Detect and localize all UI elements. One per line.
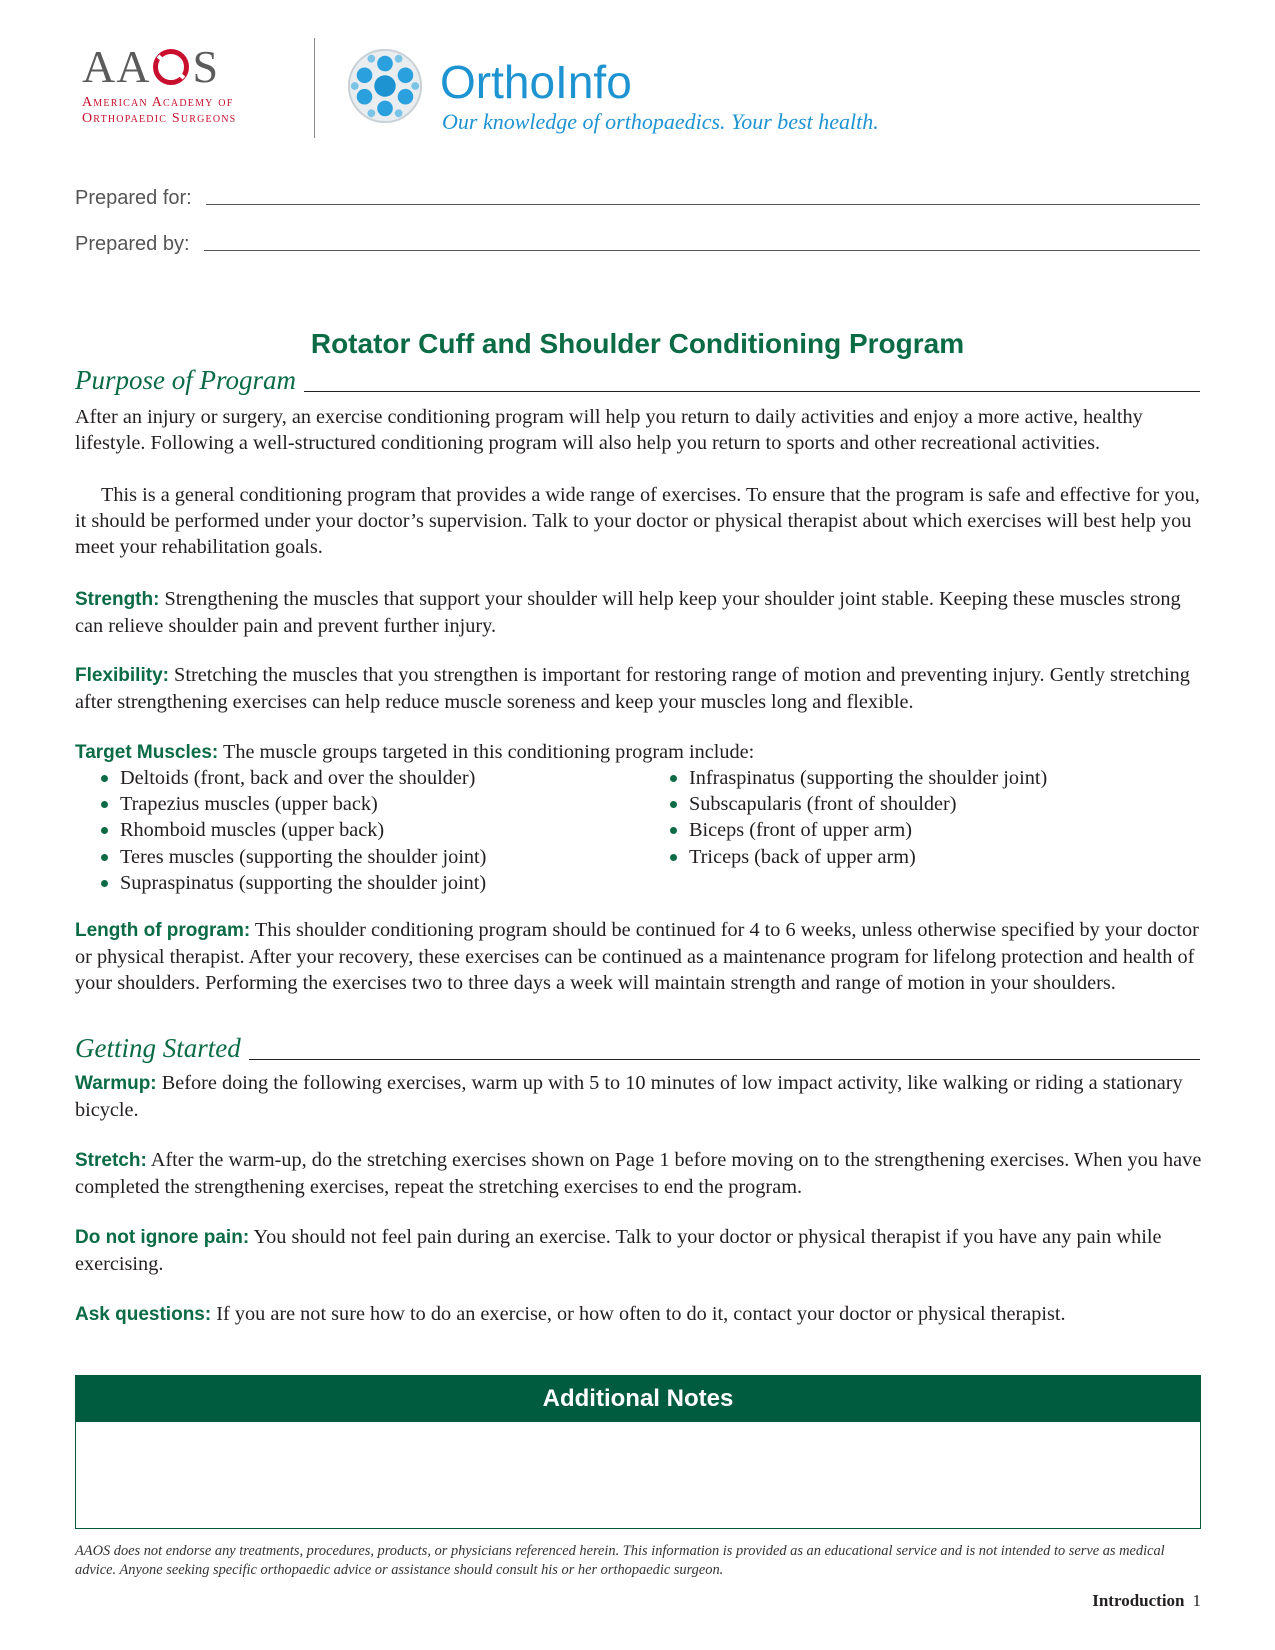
questions-text: If you are not sure how to do an exercise, or how often to do it, contact your doctor or physical therapist.	[211, 1303, 1066, 1325]
length-text: This shoulder conditioning program should be continued for 4 to 6 weeks, unless otherwise specified by your doctor or physical therapist. After your recovery, these exercises can be continued as a maintenance program for lifelong protection and health of your shoulders. Performing the exercises two to three days a week will maintain strength and range of motion in your shoulders.	[75, 919, 1199, 994]
muscles-list-left	[98, 765, 486, 896]
questions-label: Ask questions:	[75, 1304, 212, 1325]
pain-text: You should not feel pain during an exercise. Talk to your doctor or physical therapist if you have any pain while exercising.	[75, 1226, 1162, 1275]
aaos-wordmark: AA S	[82, 41, 220, 92]
stretch-paragraph	[75, 1147, 1205, 1200]
prepared-by-row	[75, 228, 1200, 258]
list-item: Rhomboid muscles (upper back)	[98, 817, 486, 843]
page-number: 1	[1192, 1591, 1201, 1610]
flexibility-paragraph	[75, 662, 1205, 715]
list-item: Subscapularis (front of shoulder)	[667, 791, 1047, 817]
warmup-paragraph	[75, 1070, 1205, 1123]
flexibility-text: Stretching the muscles that you strengthen is important for restoring range of motion and preventing injury. Gently stretching after strengthening exercises can help reduce muscle soreness and keep your muscles long and flexible.	[75, 664, 1190, 713]
getting-started-heading-text: Getting Started	[75, 1033, 241, 1063]
getting-started-heading-rule	[249, 1059, 1200, 1060]
footer-section-label: Introduction	[1092, 1591, 1185, 1610]
stretch-text: After the warm-up, do the stretching exercises shown on Page 1 before moving on to the strengthening exercises. When you have completed the strengthening exercises, repeat the stretching exercises to end the program.	[75, 1149, 1202, 1198]
purpose-section-heading	[75, 364, 1200, 396]
purpose-paragraph-1: After an injury or surgery, an exercise conditioning program will help you return to daily activities and enjoy a more active, healthy lifestyle. Following a well-structured conditioning program will also help you return to sports and other recreational activities.	[75, 406, 1143, 454]
pain-label: Do not ignore pain:	[75, 1227, 250, 1248]
target-muscles-paragraph	[75, 739, 1205, 766]
aaos-subtitle-line2: Orthopaedic Surgeons	[82, 111, 237, 126]
purpose-paragraph-2: This is a general conditioning program that provides a wide range of exercises. To ensure that the program is safe and effective for you, it should be performed under your doctor’s supervision. Talk to your doctor or physical therapist about which exercises will best help you meet your rehabilitation goals.	[75, 484, 1200, 558]
aaos-subtitle-line1: American Academy of	[82, 95, 234, 110]
page-footer	[1092, 1590, 1201, 1612]
target-muscles-text: The muscle groups targeted in this conditioning program include:	[218, 741, 755, 763]
target-muscles-label: Target Muscles:	[75, 742, 219, 763]
aaos-subtitle	[82, 95, 282, 127]
warmup-label: Warmup:	[75, 1073, 157, 1094]
purpose-heading-rule	[304, 391, 1200, 392]
orthoinfo-title: OrthoInfo	[440, 56, 632, 108]
pain-paragraph	[75, 1224, 1205, 1277]
list-item: Infraspinatus (supporting the shoulder joint)	[667, 765, 1047, 791]
orthoinfo-tagline: Our knowledge of orthopaedics. Your best health.	[442, 109, 879, 134]
prepared-for-label: Prepared for:	[75, 187, 192, 209]
list-item: Teres muscles (supporting the shoulder joint)	[98, 844, 486, 870]
strength-paragraph	[75, 586, 1205, 639]
additional-notes-area[interactable]	[76, 1422, 1200, 1528]
length-label: Length of program:	[75, 920, 251, 941]
warmup-text: Before doing the following exercises, warm up with 5 to 10 minutes of low impact activity, like walking or riding a stationary bicycle.	[75, 1072, 1183, 1121]
getting-started-section-heading	[75, 1032, 1200, 1064]
strength-label: Strength:	[75, 589, 160, 610]
strength-text: Strengthening the muscles that support your shoulder will help keep your shoulder joint stable. Keeping these muscles strong can relieve shoulder pain and prevent further injury.	[75, 588, 1181, 637]
document-title: Rotator Cuff and Shoulder Conditioning Program	[310, 328, 965, 359]
questions-paragraph	[75, 1301, 1205, 1328]
muscles-list-right	[667, 765, 1047, 870]
prepared-by-label: Prepared by:	[75, 233, 190, 255]
disclaimer: AAOS does not endorse any treatments, procedures, products, or physicians referenced herein. This information is provided as an educational service and is not intended to serve as medical advice. Anyone seeking specific orthopaedic advice or assistance should consult his or her orthopaedic surgeon.	[75, 1543, 1165, 1578]
aaos-logo	[82, 41, 282, 127]
prepared-by-line[interactable]	[204, 250, 1200, 251]
prepared-for-line[interactable]	[206, 204, 1200, 205]
stretch-label: Stretch:	[75, 1150, 147, 1171]
page-header	[0, 0, 1275, 150]
additional-notes-box	[75, 1375, 1201, 1529]
additional-notes-heading: Additional Notes	[76, 1376, 1200, 1422]
length-of-program-paragraph	[75, 917, 1205, 996]
flexibility-label: Flexibility:	[75, 665, 169, 686]
list-item: Deltoids (front, back and over the shoulder)	[98, 765, 486, 791]
aaos-o-ring-icon	[151, 47, 191, 87]
prepared-for-row	[75, 182, 1200, 212]
list-item: Trapezius muscles (upper back)	[98, 791, 486, 817]
orthoinfo-bone-sphere-icon	[346, 47, 424, 125]
purpose-heading-text: Purpose of Program	[75, 365, 296, 395]
header-divider	[314, 38, 315, 138]
list-item: Triceps (back of upper arm)	[667, 844, 1047, 870]
list-item: Biceps (front of upper arm)	[667, 817, 1047, 843]
list-item: Supraspinatus (supporting the shoulder joint)	[98, 870, 486, 896]
